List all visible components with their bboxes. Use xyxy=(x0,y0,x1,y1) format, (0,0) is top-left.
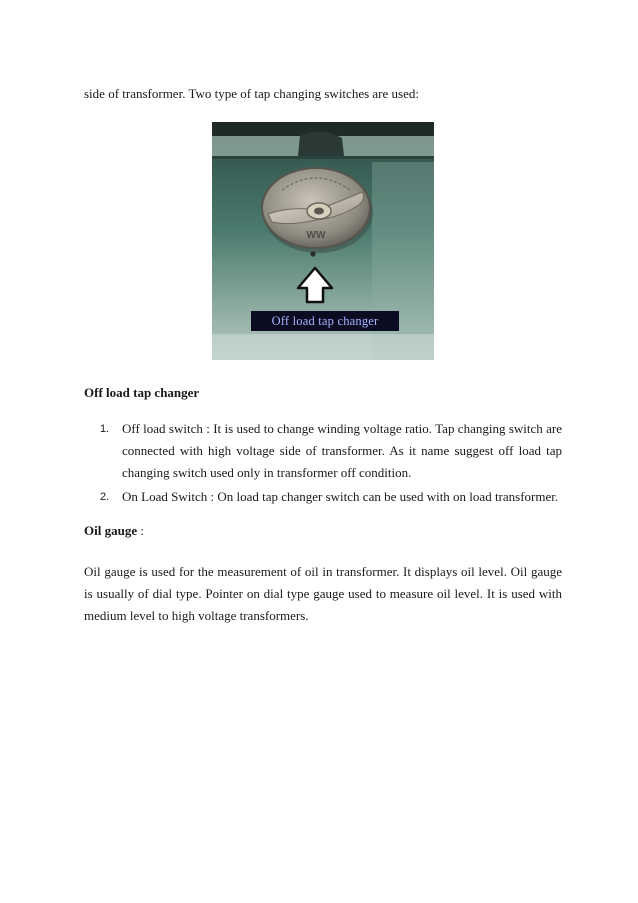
heading-oil-gauge xyxy=(84,522,144,540)
intro-paragraph: side of transformer. Two type of tap changing switches are used: xyxy=(84,86,419,101)
list-item-text: On Load Switch : On load tap changer switch can be used with on load transformer. xyxy=(122,489,559,504)
list-item-number: 2. xyxy=(100,491,110,503)
heading-oil-gauge-suffix: : xyxy=(137,523,144,538)
photo-caption: Off load tap changer xyxy=(251,311,399,331)
heading-off-load-tap-changer: Off load tap changer xyxy=(84,385,200,400)
list-item-text: Off load switch : It is used to change winding voltage ratio. Tap changing switch are connected with high voltage side of transformer. As it name suggest off load tap changing switch used only in transformer off condition. xyxy=(122,421,562,480)
list-item xyxy=(84,486,562,508)
switch-type-list xyxy=(84,418,562,510)
list-item xyxy=(84,418,562,484)
heading-oil-gauge-text: Oil gauge xyxy=(84,523,138,538)
list-item-number: 1. xyxy=(100,423,110,435)
dial-marking-text: WW xyxy=(306,230,326,241)
oil-gauge-paragraph: Oil gauge is used for the measurement of oil in transformer. It displays oil level. Oil gauge is usually of dial type. Pointer on dial type gauge used to measure oil level. It is used with medium level to high voltage transformers. xyxy=(84,564,562,623)
tap-changer-photo xyxy=(212,122,434,360)
